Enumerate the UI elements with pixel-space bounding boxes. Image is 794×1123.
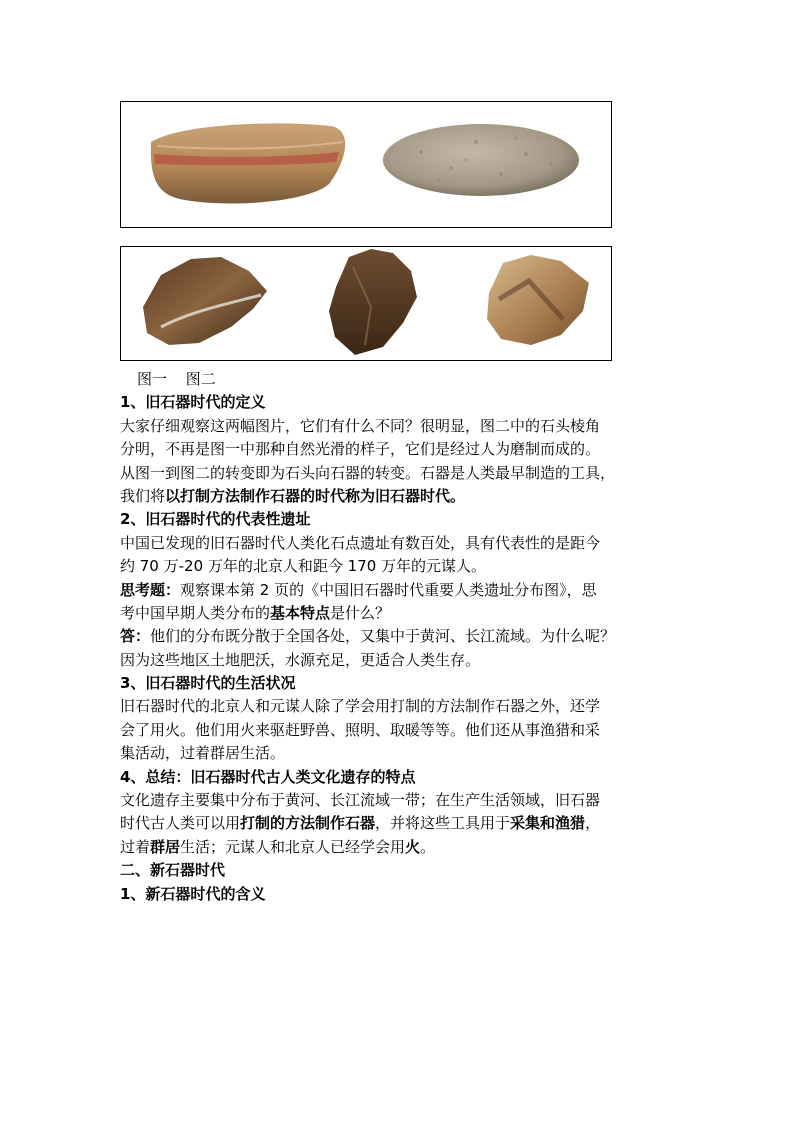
section2-heading: 2、旧石器时代的代表性遗址 bbox=[120, 510, 311, 529]
bold-text: 群居 bbox=[150, 837, 181, 856]
paragraph-line: 会了用火。他们用火来驱赶野兽、照明、取暖等等。他们还从事渔猎和采 bbox=[120, 720, 601, 739]
part2-subheading: 1、新石器时代的含义 bbox=[120, 884, 266, 903]
answer-label: 答： bbox=[120, 627, 151, 646]
text-run: 我们将 bbox=[120, 486, 166, 505]
paragraph-line: 大家仔细观察这两幅图片，它们有什么不同？很明显，图二中的石头棱角 bbox=[120, 416, 601, 435]
text-run: 过着 bbox=[120, 837, 151, 856]
text-run: 观察课本第 2 页的《中国旧石器时代重要人类遗址分布图》，思 bbox=[180, 580, 597, 599]
paragraph-line: 旧石器时代的北京人和元谋人除了学会用打制的方法制作石器之外，还学 bbox=[120, 697, 601, 716]
paragraph-line bbox=[120, 836, 680, 859]
section3-heading: 3、旧石器时代的生活状况 bbox=[120, 674, 296, 693]
paragraph-line: 中国已发现的旧石器时代人类化石点遗址有数百处，具有代表性的是距今 bbox=[120, 533, 601, 552]
text-run: 。 bbox=[420, 837, 436, 856]
text-run: ， bbox=[585, 814, 601, 833]
stone-tool-image-1 bbox=[143, 257, 267, 345]
bold-text: 火 bbox=[405, 837, 421, 856]
paragraph-line: 分明，不再是图一中那种自然光滑的样子，它们是经过人为磨制而成的。 bbox=[120, 440, 601, 459]
text-run: 生活；元谋人和北京人已经学会用 bbox=[180, 837, 406, 856]
paragraph-line bbox=[120, 602, 680, 625]
bold-text: 采集和渔猎 bbox=[510, 814, 586, 833]
think-label: 思考题： bbox=[120, 580, 181, 599]
definition-bold-text: 以打制方法制作石器的时代称为旧石器时代。 bbox=[165, 486, 466, 505]
section4-heading: 4、总结：旧石器时代古人类文化遗存的特点 bbox=[120, 767, 416, 786]
paragraph-line: 因为这些地区土地肥沃，水源充足，更适合人类生存。 bbox=[120, 650, 481, 669]
text-run: 是什么？ bbox=[330, 603, 391, 622]
figure-two-stone-tools bbox=[120, 246, 612, 361]
paragraph-line: 集活动，过着群居生活。 bbox=[120, 744, 286, 763]
bold-text: 基本特点 bbox=[270, 603, 331, 622]
bold-text: 打制的方法制作石器 bbox=[240, 814, 376, 833]
stone-tool-image-2 bbox=[329, 249, 417, 355]
paragraph-line: 文化遗存主要集中分布于黄河、长江流域一带；在生产生活领域，旧石器 bbox=[120, 791, 601, 810]
body-text bbox=[120, 368, 680, 906]
paragraph-line: 从图一到图二的转变即为石头向石器的转变。石器是人类最早制造的工具， bbox=[120, 463, 616, 482]
text-run: ，并将这些工具用于 bbox=[375, 814, 511, 833]
figure-caption: 图一 图二 bbox=[137, 370, 216, 388]
paragraph-line bbox=[120, 625, 680, 648]
rough-oval-stone-image bbox=[383, 124, 579, 196]
paragraph-line: 约 70 万-20 万年的北京人和距今 170 万年的元谋人。 bbox=[120, 557, 487, 576]
part2-heading: 二、新石器时代 bbox=[120, 861, 226, 880]
paragraph-line bbox=[120, 579, 680, 602]
figure-one-natural-stones bbox=[120, 101, 612, 228]
section1-heading: 1、旧石器时代的定义 bbox=[120, 393, 266, 412]
paragraph-line bbox=[120, 812, 680, 835]
text-run: 考中国早期人类分布的 bbox=[120, 603, 271, 622]
stone-tool-image-3 bbox=[487, 255, 589, 345]
smooth-striped-stone-image bbox=[151, 123, 345, 203]
text-run: 时代古人类可以用 bbox=[120, 814, 241, 833]
paragraph-line bbox=[120, 485, 680, 508]
text-run: 他们的分布既分散于全国各处，又集中于黄河、长江流域。为什么呢？ bbox=[150, 627, 616, 646]
